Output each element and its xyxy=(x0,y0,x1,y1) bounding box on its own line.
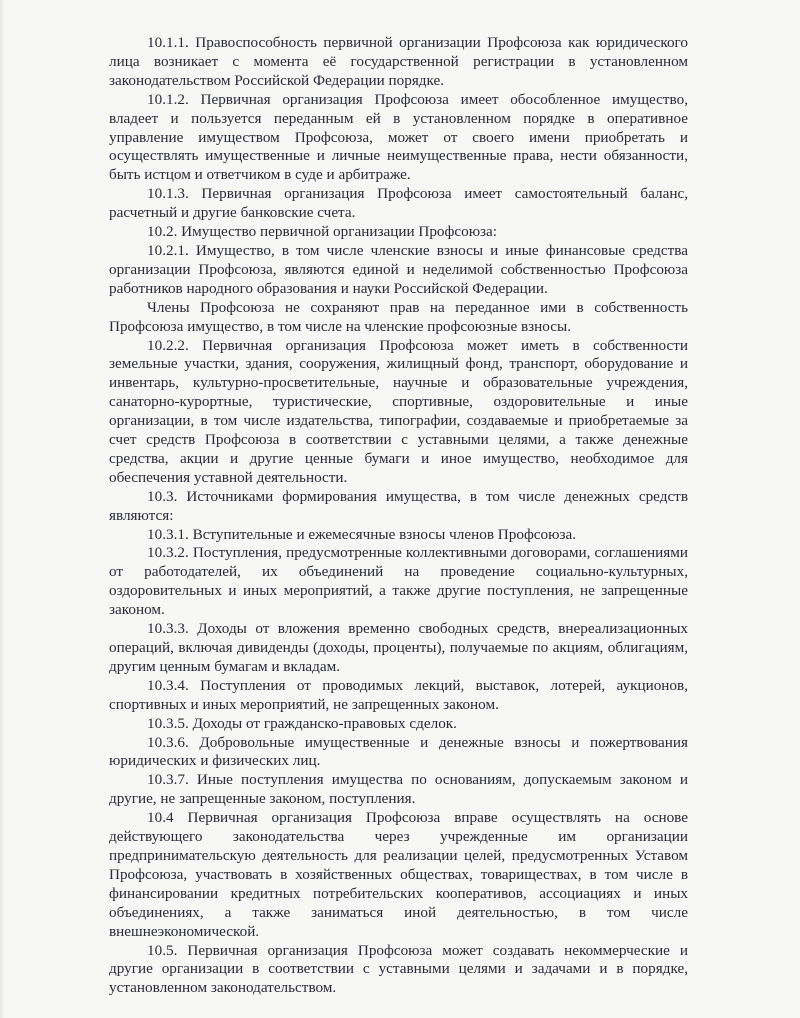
document-body xyxy=(109,34,688,998)
paragraph-10-1-1: 10.1.1. Правоспособность первичной организации Профсоюза как юридического лица возникает с момента её государственной регистрации в установленном законодательством Российской Федерации порядке. xyxy=(109,34,688,89)
page-edge-shadow xyxy=(0,0,4,1018)
paragraph-10-3-7: 10.3.7. Иные поступления имущества по основаниям, допускаемым законом и другие, не запрещенные законом, поступления. xyxy=(109,771,688,808)
paragraph-10-3-4: 10.3.4. Поступления от проводимых лекций, выставок, лотерей, аукционов, спортивных и иных мероприятий, не запрещенных законом. xyxy=(109,676,688,713)
paragraph-10-2-2: 10.2.2. Первичная организация Профсоюза может иметь в собственности земельные участки, здания, сооружения, жилищный фонд, транспорт, оборудование и инвентарь, культурно-просветительные, научные и образовательные учреждения, санаторно-курортные, туристические, спортивные, оздоровительные и иные организации, в том числе издательства, типографии, создаваемые и приобретаемые за счет средств Профсоюза в соответствии с уставными целями, а также денежные средства, акции и другие ценные бумаги и иное имущество, необходимое для обеспечения уставной деятельности. xyxy=(109,336,688,486)
paragraph-10-5: 10.5. Первичная организация Профсоюза может создавать некоммерческие и другие организации в соответствии с уставными целями и задачами и в порядке, установленном законодательством. xyxy=(109,941,688,997)
paragraph-10-1-3: 10.1.3. Первичная организация Профсоюза имеет самостоятельный баланс, расчетный и другие банковские счета. xyxy=(109,185,688,222)
paragraph-10-3-6: 10.3.6. Добровольные имущественные и денежные взносы и пожертвования юридических и физических лиц. xyxy=(109,733,688,770)
paragraph-10-1-2: 10.1.2. Первичная организация Профсоюза имеет обособленное имущество, владеет и пользуется переданным ей в установленном порядке в оперативное управление имуществом Профсоюза, может от своего имени приобретать и осуществлять имущественные и личные неимущественные права, нести обязанности, быть истцом и ответчиком в суде и арбитраже. xyxy=(109,90,688,184)
paragraph-10-3-3: 10.3.3. Доходы от вложения временно свободных средств, внереализационных операций, включая дивиденды (доходы, проценты), получаемые по акциям, облигациям, другим ценным бумагам и вкладам. xyxy=(109,620,688,675)
paragraph-members-rights: Члены Профсоюза не сохраняют прав на переданное ими в собственность Профсоюза имущество, в том числе на членские профсоюзные взносы. xyxy=(109,298,688,335)
paragraph-10-3-1: 10.3.1. Вступительные и ежемесячные взносы членов Профсоюза. xyxy=(147,525,577,543)
paragraph-10-3-5: 10.3.5. Доходы от гражданско-правовых сделок. xyxy=(147,714,457,732)
paragraph-10-2-1: 10.2.1. Имущество, в том числе членские взносы и иные финансовые средства организации Профсоюза, являются единой и неделимой собственностью Профсоюза работников народного образования и науки Российской Федерации. xyxy=(109,241,688,297)
paragraph-10-4: 10.4 Первичная организация Профсоюза вправе осуществлять на основе действующего законодательства через учрежденные им организации предпринимательскую деятельность для реализации целей, предусмотренных Уставом Профсоюза, участвовать в хозяйственных обществах, товариществах, в том числе в финансировании кредитных потребительских кооперативов, ассоциациях и иных объединениях, а также заниматься иной деятельностью, в том числе внешнеэкономической. xyxy=(109,809,688,940)
paragraph-10-3-2: 10.3.2. Поступления, предусмотренные коллективными договорами, соглашениями от работодателей, их объединений на проведение социально-культурных, оздоровительных и иных мероприятий, а также другие поступления, не запрещенные законом. xyxy=(109,544,688,619)
paragraph-10-2: 10.2. Имущество первичной организации Профсоюза: xyxy=(147,223,498,241)
paragraph-10-3: 10.3. Источниками формирования имущества, в том числе денежных средств являются: xyxy=(109,487,688,524)
